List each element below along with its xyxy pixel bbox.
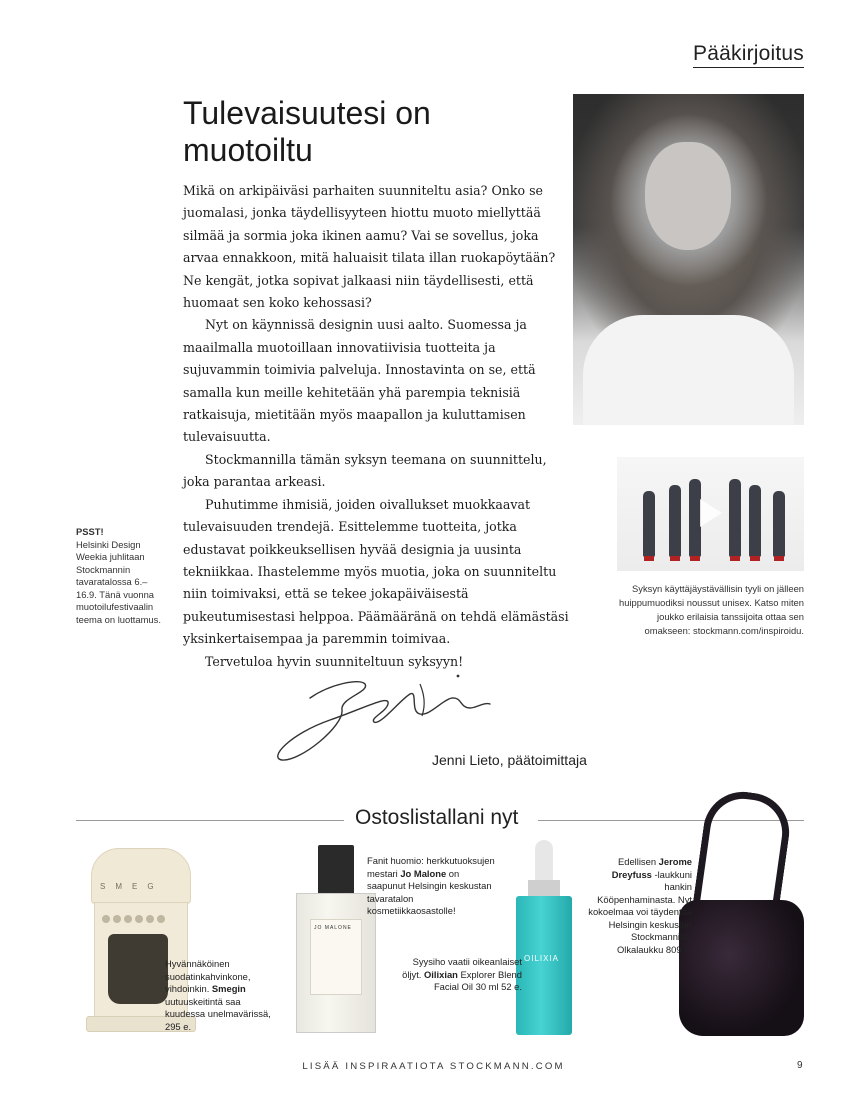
perfume-image	[296, 845, 376, 1035]
coffee-maker-top	[91, 848, 191, 904]
brand-name: Jerome Dreyfuss	[611, 856, 692, 880]
bag-body	[679, 900, 804, 1036]
editorial-body	[183, 180, 573, 673]
section-divider	[76, 820, 344, 821]
sidebar-title: PSST!	[76, 526, 104, 537]
dancer-figure	[643, 491, 655, 557]
serum-caption: Syysiho vaatii oikeanlaiset öljyt. Oilixian Explorer Blend Facial Oil 30 ml 52 e.	[402, 956, 522, 992]
dancer-figure	[749, 485, 761, 557]
section-label: Pääkirjoitus	[693, 42, 804, 68]
body-paragraph: Puhutimme ihmisiä, joiden oivallukset muokkaavat tulevaisuuden trendejä. Esittelemme tuotteita, jotka edustavat poikkeuksellisen hyvää designia ja uusinta tekniikkaa. Ihastelemme myös muotia, joka on suunniteltu niin toimivaksi, että se tekee jokapäiväisestä pukeutumisestasi helppoa. Päämääränä on tehdä elämästäsi yksinkertaisempaa ja paremmin toimivaa.	[183, 496, 569, 647]
facial-oil-image	[514, 840, 574, 1035]
editor-portrait	[573, 94, 804, 425]
dancer-figure	[729, 479, 741, 557]
headline: Tulevaisuutesi on muotoiltu	[183, 95, 431, 168]
body-paragraph: Mikä on arkipäiväsi parhaiten suunniteltu asia? Onko se juomalasi, jonka täydellisyyteen hiottu muoto miellyttää silmää ja sormia joka ikinen aamu? Vai se sovellus, joka arvaa ennakkoon, mitä haluaisit tilata illan ruokapöytään? Ne kengät, jotka sopivat jalkaasi niin täydellisesti, että huomaat sen koko kehossasi?	[183, 183, 556, 311]
body-paragraph: Nyt on käynnissä designin uusi aalto. Suomessa ja maailmalla muotoillaan innovatiivisia tuotteita ja sujuvammin toimivia palveluja. Innostavinta on se, että samalla kun meille kehitetään yhä parempia teknisiä ratkaisuja, mietitään myös maapallon ja kuluttamisen tulevaisuutta.	[183, 317, 536, 445]
perfume-cap	[318, 845, 354, 895]
brand-name: Oilixian	[424, 968, 458, 980]
sidebar-text: Helsinki Design Weekia juhlitaan Stockmannin tavaratalossa 6.–16.9. Tänä vuonna muotoilufestivaalin teema on luottamus.	[76, 538, 161, 625]
body-paragraph: Stockmannilla tämän syksyn teemana on suunnittelu, joka parantaa arkeasi.	[183, 451, 547, 490]
body-paragraph: Tervetuloa hyvin suunniteltuun syksyyn!	[205, 653, 464, 669]
perfume-brand-mark: JO MALONE	[314, 925, 352, 931]
dancer-figure	[669, 485, 681, 557]
bag-caption: Edellisen Jerome Dreyfuss -laukkuni hankin Kööpenhaminasta. Nyt kokoelmaa voi täydentää Helsingin keskustan Stockmannilla. Olkalaukku 809 e.	[588, 856, 692, 955]
video-thumbnail[interactable]	[617, 457, 804, 571]
coffee-caption: Hyvännäköinen suodatinkahvinkone, vihdoinkin. Smegin uutuuskeitintä saa kuudessa unelmavärissä, 295 e.	[165, 958, 271, 1032]
video-caption: Syksyn käyttäjäystävällisin tyyli on jälleen huippumuodiksi noussut unisex. Katso miten joukko erilaisia tanssijoita ottaa sen omakseen: stockmann.com/inspiroidu.	[618, 583, 804, 636]
brand-name: Jo Malone	[400, 867, 447, 879]
brand-name: Smegin	[211, 983, 246, 994]
oil-bottle	[516, 896, 572, 1035]
coffee-carafe	[108, 934, 168, 1004]
handbag-image	[679, 792, 804, 1036]
shopping-title: Ostoslistallani nyt	[355, 806, 519, 829]
dancer-figure	[773, 491, 785, 557]
sidebar-note	[76, 526, 166, 626]
perfume-caption: Fanit huomio: herkkutuoksujen mestari Jo Malone on saapunut Helsingin keskustan tavaratalon kosmetiikkaosastolle!	[367, 855, 495, 916]
page-number: 9	[797, 1060, 803, 1071]
signer-name: Jenni Lieto, päätoimittaja	[432, 752, 587, 768]
oil-brand-mark: OILIXIA	[524, 954, 560, 963]
coffee-maker-logo: SMEG	[100, 882, 164, 891]
portrait-face	[645, 142, 731, 250]
portrait-shirt	[583, 315, 794, 425]
dropper-cap	[535, 840, 553, 882]
footer-link[interactable]: LISÄÄ INSPIRAATIOTA STOCKMANN.COM	[302, 1061, 565, 1072]
play-icon[interactable]	[700, 499, 722, 527]
coffee-maker-buttons	[102, 910, 180, 922]
